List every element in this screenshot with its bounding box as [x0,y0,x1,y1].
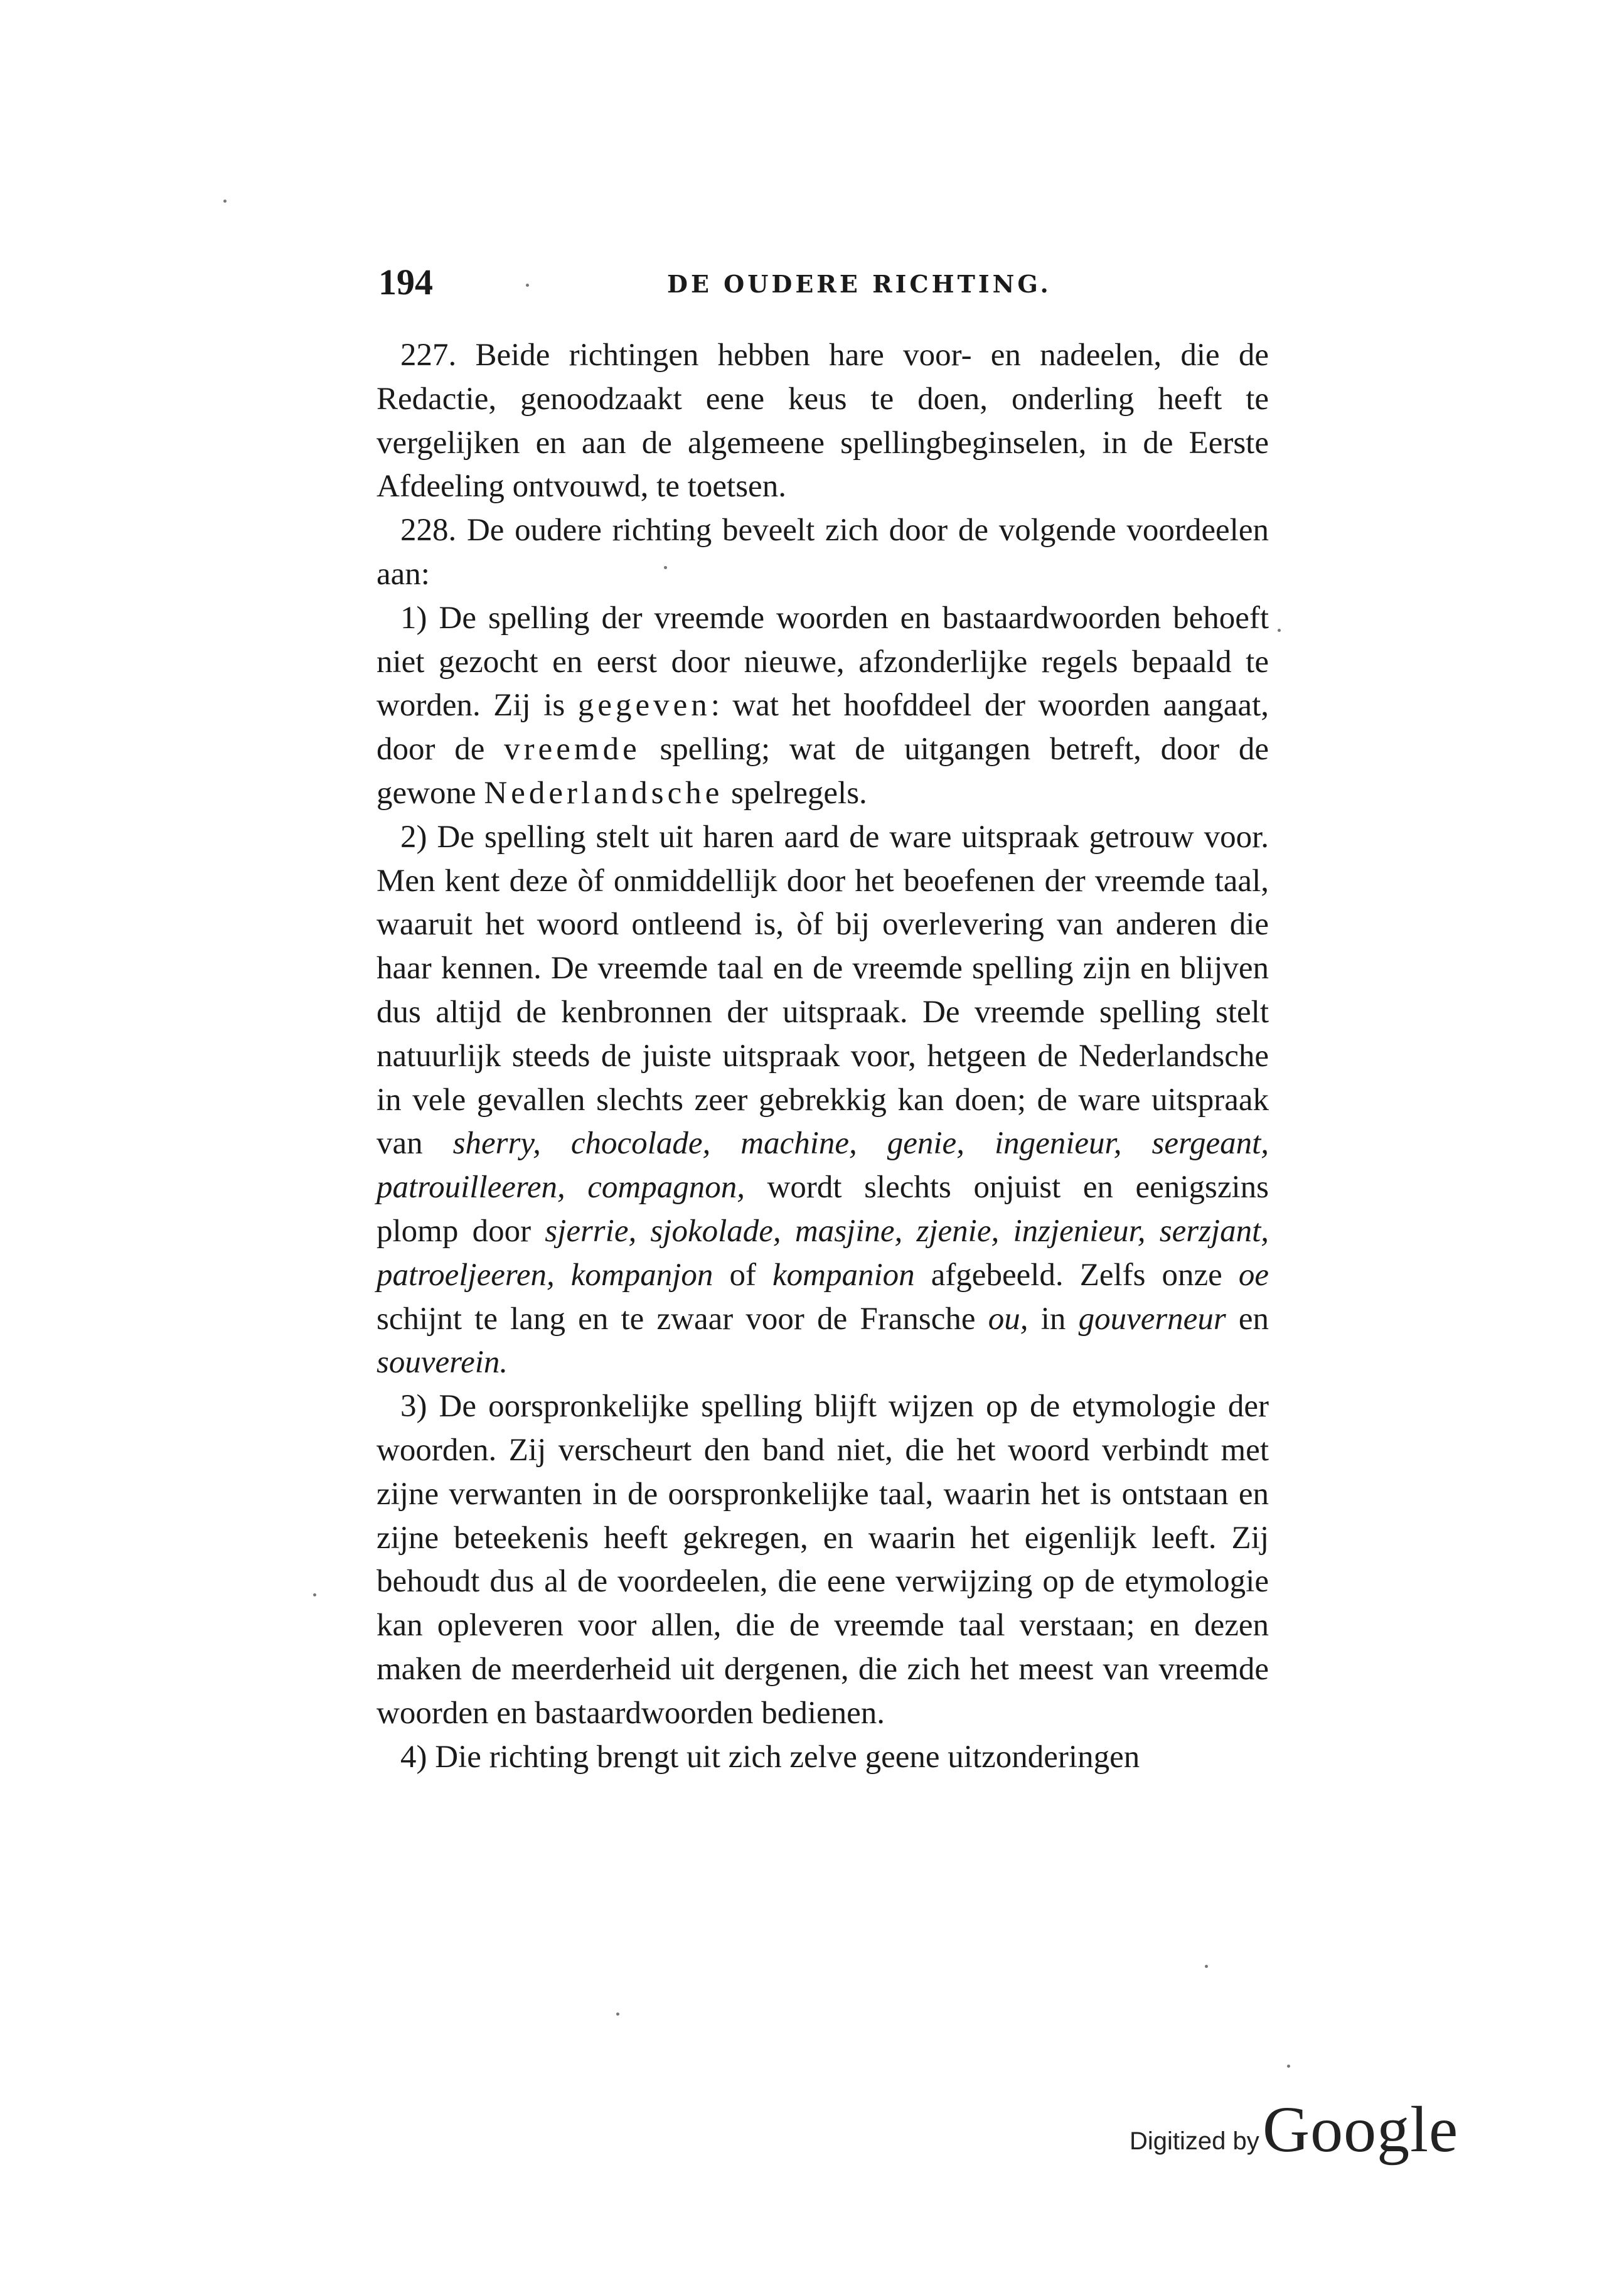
italic-words: kompanion [772,1257,915,1293]
google-logo: Google [1263,2093,1459,2166]
page-number: 194 [378,262,433,302]
list-item-4: 4) Die richting brengt uit zich zelve geene uitzonderingen [400,1739,1140,1775]
list-item-1: 1) De spelling der vreemde woorden en bastaardwoorden behoeft niet gezocht en eerst door nieuwe, afzonderlijke regels bepaald te worden. Zij is gegeven: wat het hoofddeel der woorden aangaat, door de vreemde spelling; wat de uitgangen betreft, door de gewone Nederlandsche spelregels. [377,600,1269,811]
italic-words: sherry, chocolade, machine, genie, ingenieur, sergeant, patrouilleeren, compagnon, [377,1126,1269,1205]
scan-speck [1205,1965,1208,1968]
italic-words: oe [1238,1257,1269,1293]
italic-words: souverein. [377,1345,508,1381]
running-head: DE OUDERE RICHTING. [667,270,1052,298]
digitized-by-google-mark [1130,2093,1468,2166]
italic-words: ou, [988,1301,1028,1337]
scan-speck [1278,629,1281,632]
italic-words: sjerrie, sjokolade, masjine, zjenie, inzjenieur, serzjant, patroeljeeren, kompanjon [377,1213,1269,1293]
body-text [377,334,1269,1779]
page-header [378,257,1269,301]
spaced-emphasis: vreemde [504,732,641,767]
list-item-2: 2) De spelling stelt uit haren aard de ware uitspraak getrouw voor. Men kent deze òf onmiddellijk door het beoefenen der vreemde taal, waaruit het woord ontleend is, òf bij overlevering van anderen die haar kennen. De vreemde taal en de vreemde spelling zijn en blijven dus altijd de kenbronnen der uitspraak. De vreemde spelling stelt natuurlijk steeds de juiste uitspraak voor, hetgeen de Nederlandsche in vele gevallen slechts zeer gebrekkig kan doen; de ware uitspraak van sherry, chocolade, machine, genie, ingenieur, sergeant, patrouilleeren, compagnon, wordt slechts onjuist en eenigszins plomp door sjerrie, sjokolade, masjine, zjenie, inzjenieur, serzjant, patroeljeeren, kompanjon of kompanion afgebeeld. Zelfs onze oe schijnt te lang en te zwaar voor de Fransche ou, in gouverneur en souverein. [377,819,1269,1381]
spaced-emphasis: gegeven [577,688,711,724]
paragraph-227: 227. Beide richtingen hebben hare voor- en nadeelen, die de Redactie, genoodzaakt eene keus te doen, onderling heeft te vergelijken en aan de algemeene spellingbeginselen, in de Eerste Afdeeling ontvouwd, te toetsen. [377,338,1269,505]
digitized-label: Digitized by [1130,2127,1259,2155]
scan-speck [223,200,227,203]
scan-speck [526,284,529,287]
paragraph-228: 228. De oudere richting beveelt zich door de volgende voordeelen aan: [377,513,1269,592]
scan-speck [616,2013,619,2016]
italic-words: gouverneur [1078,1301,1226,1337]
spaced-emphasis: Nederlandsche [484,775,724,811]
scan-speck [664,566,667,569]
scan-speck [1287,2065,1290,2068]
list-item-3: 3) De oorspronkelijke spelling blijft wijzen op de etymologie der woorden. Zij verscheurt den band niet, die het woord verbindt met zijne verwanten in de oorspronkelijke taal, waarin het is ontstaan en zijne beteekenis heeft gekregen, en waarin het eigenlijk leeft. Zij behoudt dus al de voordeelen, die eene verwijzing op de etymologie kan opleveren voor allen, die de vreemde taal verstaan; en dezen maken de meerderheid uit dergenen, die zich het meest van vreemde woorden en bastaardwoorden bedienen. [377,1389,1269,1731]
scan-speck [313,1593,316,1596]
